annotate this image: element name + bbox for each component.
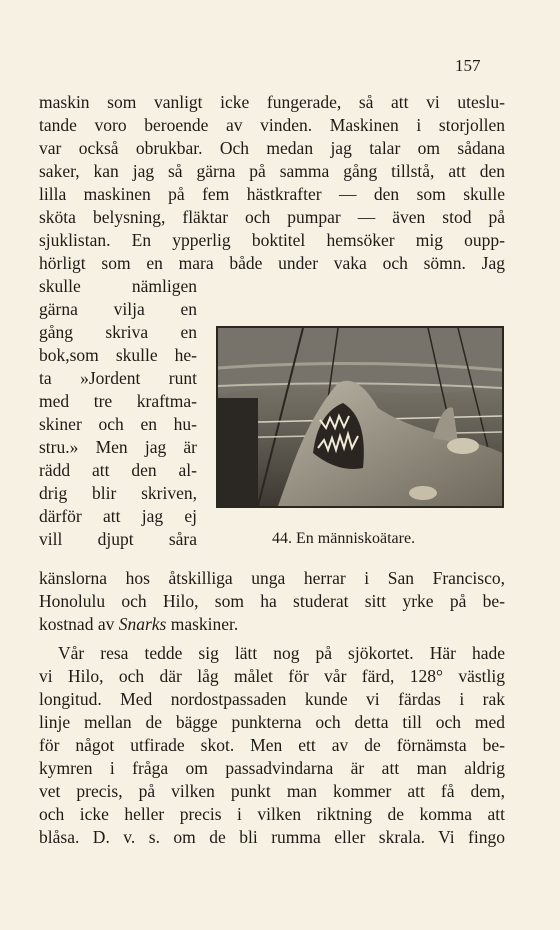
text-line-wrap: drig blir skriven, [39,483,197,503]
text-line-wrap: med tre kraftma- [39,391,197,411]
text-line-wrap: rädd att den al- [39,460,197,480]
text-line: för något utfirade skot. Men ett av de förnämsta be- [39,735,505,755]
text-line-wrap: gärna vilja en [39,299,197,319]
text-line: kymren i fråga om passadvindarna är att man aldrig [39,758,505,778]
shark-photo-image [218,328,502,506]
text-line: och icke heller precis i vilken riktning de komma att [39,804,505,824]
figure-caption: 44. En människoätare. [272,530,416,547]
text-line: tande voro beroende av vinden. Maskinen i storjollen [39,115,505,135]
text-line-wrap: därför att jag ej [39,506,197,526]
text-line: vet precis, på vilken punkt man kommer att få dem, [39,781,505,801]
text-line: Honolulu och Hilo, som ha studerat sitt yrke på be- [39,591,505,611]
text-line: longitud. Med nordostpassaden kunde vi färdas i rak [39,689,505,709]
text-line-wrap: gång skriva en [39,322,197,342]
text-line [39,614,239,634]
text-line: blåsa. D. v. s. om de bli rumma eller skrala. Vi fingo [39,827,505,847]
text-line: var också obrukbar. Och medan jag talar om sådana [39,138,505,158]
text-line-wrap: skulle nämligen [39,276,197,296]
text-line: sjuklistan. En ypperlig boktitel hemsöker mig oupp- [39,230,505,250]
shark-photo [216,326,504,508]
text-line: saker, kan jag så gärna på samma gång tillstå, att den [39,161,505,181]
text-line-wrap: ta »Jordent runt [39,368,197,388]
text-line: maskin som vanligt icke fungerade, så att vi uteslu- [39,92,505,112]
text-line: hörligt som en mara både under vaka och sömn. Jag [39,253,505,273]
text-segment: maskiner. [166,614,239,634]
text-line-wrap: bok,som skulle he- [39,345,197,365]
text-line-wrap: skiner och en hu- [39,414,197,434]
text-line: Vår resa tedde sig lätt nog på sjökortet. Här hade [58,643,505,663]
text-line: linje mellan de bägge punkterna och detta till och med [39,712,505,732]
text-line: sköta belysning, fläktar och pumpar — även stod på [39,207,505,227]
boat-name: Snarks [118,614,167,634]
text-line: känslorna hos åtskilliga unga herrar i San Francisco, [39,568,505,588]
text-line: lilla maskinen på fem hästkrafter — den som skulle [39,184,505,204]
text-line-wrap: stru.» Men jag är [39,437,197,457]
page-number: 157 [455,56,481,75]
text-segment: kostnad av [39,614,119,634]
text-line: vi Hilo, och där låg målet för vår färd, 128° västlig [39,666,505,686]
text-line-wrap: vill djupt såra [39,529,197,549]
